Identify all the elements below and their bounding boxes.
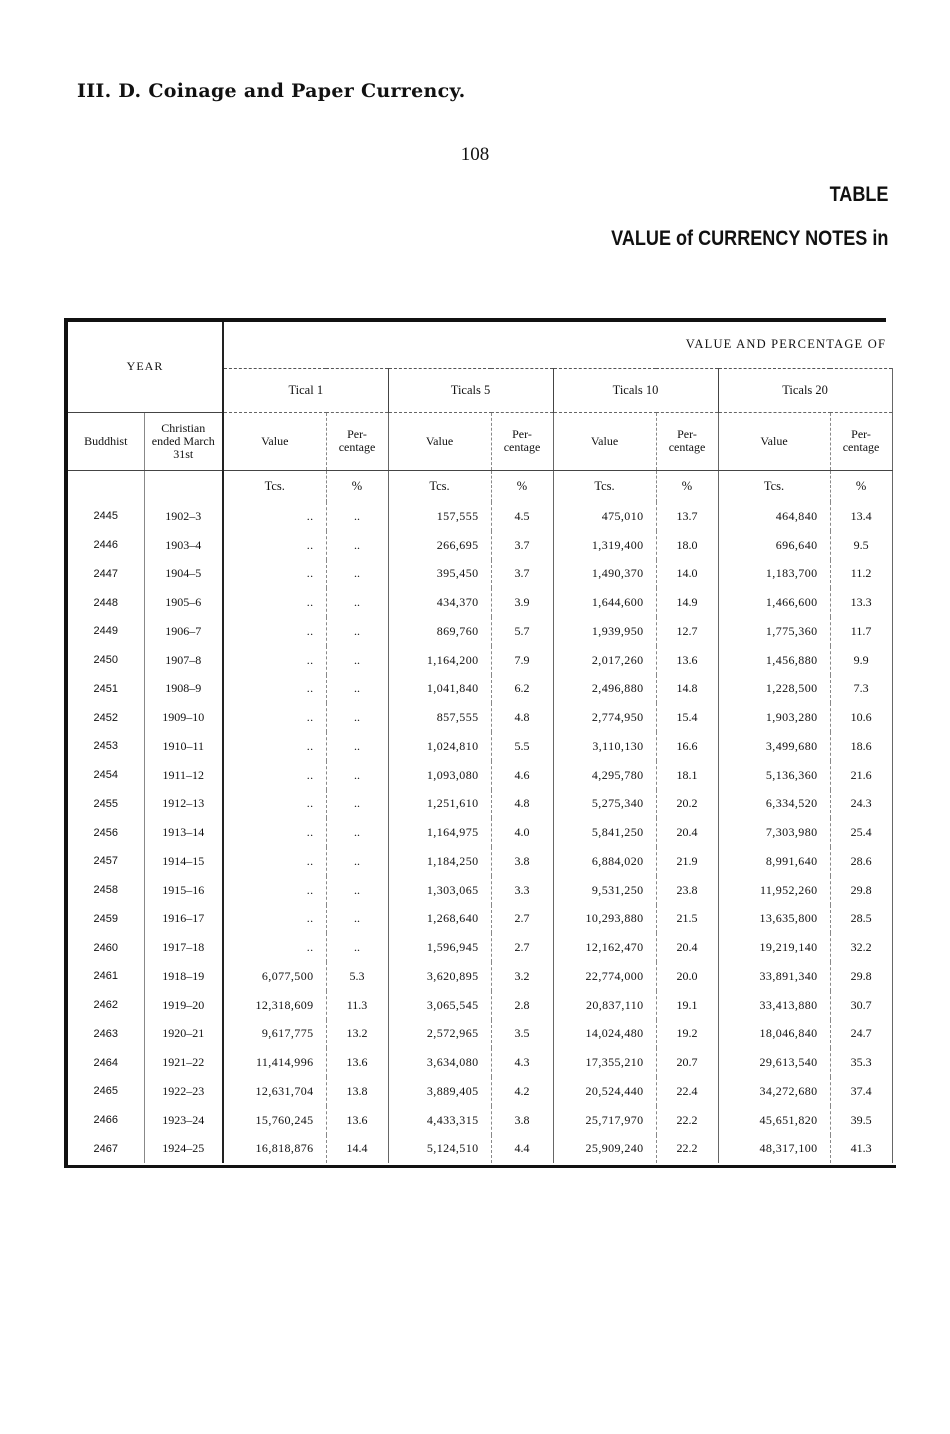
christian-year-cell: 1918–19 xyxy=(144,962,223,991)
table-row xyxy=(68,790,892,819)
group-title-header: VALUE AND PERCENTAGE OF xyxy=(223,322,892,368)
tical-1-percentage-cell: .. xyxy=(326,675,388,704)
ticals-10-percentage-cell: 14.9 xyxy=(656,588,718,617)
percentage-unit: % xyxy=(491,470,553,502)
percentage-header xyxy=(491,412,553,470)
ticals-20-percentage-cell: 41.3 xyxy=(830,1135,892,1164)
ticals-10-percentage-cell: 20.7 xyxy=(656,1048,718,1077)
ticals-20-percentage-cell: 32.2 xyxy=(830,933,892,962)
christian-year-cell: 1909–10 xyxy=(144,703,223,732)
tical-1-percentage-cell: .. xyxy=(326,818,388,847)
ticals-10-value-cell: 12,162,470 xyxy=(553,933,656,962)
christian-year-cell: 1903–4 xyxy=(144,531,223,560)
section-heading: III. D. Coinage and Paper Currency. xyxy=(77,80,466,102)
ticals-20-percentage-cell: 35.3 xyxy=(830,1048,892,1077)
ticals-5-value-cell: 1,184,250 xyxy=(388,847,491,876)
ticals-20-value-cell: 29,613,540 xyxy=(718,1048,830,1077)
christian-year-cell: 1917–18 xyxy=(144,933,223,962)
buddhist-year-cell: 2466 xyxy=(93,1114,118,1127)
value-header: Value xyxy=(223,412,326,470)
buddhist-year-cell: 2454 xyxy=(93,769,118,782)
ticals-20-value-cell: 33,413,880 xyxy=(718,991,830,1020)
tical-1-percentage-cell: 13.8 xyxy=(326,1077,388,1106)
ticals-20-percentage-cell: 29.8 xyxy=(830,962,892,991)
tical-1-percentage-cell: 11.3 xyxy=(326,991,388,1020)
ticals-5-percentage-cell: 2.7 xyxy=(491,933,553,962)
ticals-20-percentage-cell: 39.5 xyxy=(830,1106,892,1135)
buddhist-year-cell: 2464 xyxy=(93,1056,118,1069)
buddhist-year-cell: 2446 xyxy=(93,539,118,552)
table-label: TABLE xyxy=(829,183,888,206)
tical-1-value-cell: .. xyxy=(223,646,326,675)
ticals-10-value-cell: 14,024,480 xyxy=(553,1020,656,1049)
tical-1-percentage-cell: .. xyxy=(326,761,388,790)
percentage-label: Per-centage xyxy=(668,427,706,454)
table-row xyxy=(68,962,892,991)
ticals-20-value-cell: 48,317,100 xyxy=(718,1135,830,1164)
table-row xyxy=(68,933,892,962)
ticals-5-value-cell: 3,634,080 xyxy=(388,1048,491,1077)
ticals-10-value-cell: 6,884,020 xyxy=(553,847,656,876)
ticals-20-value-cell: 5,136,360 xyxy=(718,761,830,790)
buddhist-year-cell: 2450 xyxy=(93,654,118,667)
christian-year-cell: 1913–14 xyxy=(144,818,223,847)
ticals-5-value-cell: 157,555 xyxy=(388,502,491,531)
ticals-5-percentage-cell: 6.2 xyxy=(491,675,553,704)
tical-1-percentage-cell: .. xyxy=(326,703,388,732)
table-body xyxy=(68,502,892,1163)
percentage-header xyxy=(326,412,388,470)
buddhist-year-cell: 2451 xyxy=(93,682,118,695)
denomination-header-1: Tical 1 xyxy=(223,368,388,412)
ticals-20-value-cell: 464,840 xyxy=(718,502,830,531)
ticals-10-value-cell: 25,909,240 xyxy=(553,1135,656,1164)
denomination-header-20: Ticals 20 xyxy=(718,368,892,412)
ticals-10-percentage-cell: 18.1 xyxy=(656,761,718,790)
denomination-header-10: Ticals 10 xyxy=(553,368,718,412)
christian-year-cell: 1916–17 xyxy=(144,905,223,934)
ticals-20-percentage-cell: 37.4 xyxy=(830,1077,892,1106)
ticals-10-percentage-cell: 13.7 xyxy=(656,502,718,531)
ticals-5-percentage-cell: 4.3 xyxy=(491,1048,553,1077)
tical-1-value-cell: 11,414,996 xyxy=(223,1048,326,1077)
christian-year-cell: 1911–12 xyxy=(144,761,223,790)
value-header: Value xyxy=(718,412,830,470)
table-row xyxy=(68,818,892,847)
ticals-10-value-cell: 9,531,250 xyxy=(553,876,656,905)
ticals-10-percentage-cell: 20.4 xyxy=(656,818,718,847)
ticals-10-percentage-cell: 20.4 xyxy=(656,933,718,962)
tical-1-percentage-cell: .. xyxy=(326,531,388,560)
christian-year-cell: 1908–9 xyxy=(144,675,223,704)
ticals-5-value-cell: 3,065,545 xyxy=(388,991,491,1020)
table-row xyxy=(68,1135,892,1164)
christian-year-cell: 1924–25 xyxy=(144,1135,223,1164)
ticals-5-percentage-cell: 2.7 xyxy=(491,905,553,934)
ticals-5-value-cell: 395,450 xyxy=(388,560,491,589)
ticals-10-percentage-cell: 19.2 xyxy=(656,1020,718,1049)
ticals-10-value-cell: 1,490,370 xyxy=(553,560,656,589)
ticals-20-value-cell: 696,640 xyxy=(718,531,830,560)
ticals-5-percentage-cell: 3.9 xyxy=(491,588,553,617)
tical-1-percentage-cell: .. xyxy=(326,560,388,589)
ticals-10-value-cell: 1,939,950 xyxy=(553,617,656,646)
christian-year-cell: 1906–7 xyxy=(144,617,223,646)
ticals-20-value-cell: 1,456,880 xyxy=(718,646,830,675)
ticals-10-percentage-cell: 20.0 xyxy=(656,962,718,991)
tical-1-value-cell: 9,617,775 xyxy=(223,1020,326,1049)
ticals-20-percentage-cell: 9.9 xyxy=(830,646,892,675)
tical-1-percentage-cell: 14.4 xyxy=(326,1135,388,1164)
ticals-5-percentage-cell: 3.2 xyxy=(491,962,553,991)
ticals-20-value-cell: 13,635,800 xyxy=(718,905,830,934)
value-unit: Tcs. xyxy=(718,470,830,502)
table-row xyxy=(68,675,892,704)
buddhist-year-cell: 2463 xyxy=(93,1027,118,1040)
ticals-10-value-cell: 25,717,970 xyxy=(553,1106,656,1135)
ticals-5-percentage-cell: 2.8 xyxy=(491,991,553,1020)
christian-year-cell: 1910–11 xyxy=(144,732,223,761)
ticals-20-percentage-cell: 11.7 xyxy=(830,617,892,646)
tical-1-value-cell: .. xyxy=(223,588,326,617)
ticals-20-percentage-cell: 28.6 xyxy=(830,847,892,876)
tical-1-percentage-cell: .. xyxy=(326,790,388,819)
ticals-20-value-cell: 1,466,600 xyxy=(718,588,830,617)
tical-1-value-cell: .. xyxy=(223,531,326,560)
ticals-5-value-cell: 1,303,065 xyxy=(388,876,491,905)
ticals-20-percentage-cell: 18.6 xyxy=(830,732,892,761)
buddhist-year-cell: 2458 xyxy=(93,884,118,897)
ticals-5-percentage-cell: 4.5 xyxy=(491,502,553,531)
table-row xyxy=(68,1077,892,1106)
tical-1-value-cell: .. xyxy=(223,905,326,934)
ticals-5-percentage-cell: 4.4 xyxy=(491,1135,553,1164)
ticals-10-value-cell: 20,837,110 xyxy=(553,991,656,1020)
table-row xyxy=(68,732,892,761)
table-row xyxy=(68,876,892,905)
ticals-5-value-cell: 1,041,840 xyxy=(388,675,491,704)
buddhist-year-cell: 2460 xyxy=(93,941,118,954)
ticals-10-percentage-cell: 14.0 xyxy=(656,560,718,589)
tical-1-value-cell: .. xyxy=(223,790,326,819)
tical-1-percentage-cell: 13.6 xyxy=(326,1048,388,1077)
tical-1-value-cell: .. xyxy=(223,933,326,962)
ticals-10-value-cell: 20,524,440 xyxy=(553,1077,656,1106)
ticals-5-value-cell: 1,164,975 xyxy=(388,818,491,847)
tical-1-value-cell: 6,077,500 xyxy=(223,962,326,991)
ticals-10-percentage-cell: 21.9 xyxy=(656,847,718,876)
table-row xyxy=(68,1048,892,1077)
ticals-20-value-cell: 11,952,260 xyxy=(718,876,830,905)
tical-1-percentage-cell: 13.2 xyxy=(326,1020,388,1049)
ticals-10-percentage-cell: 19.1 xyxy=(656,991,718,1020)
ticals-5-value-cell: 434,370 xyxy=(388,588,491,617)
year-header: YEAR xyxy=(68,322,223,412)
buddhist-year-cell: 2465 xyxy=(93,1085,118,1098)
ticals-10-percentage-cell: 22.2 xyxy=(656,1135,718,1164)
ticals-5-value-cell: 4,433,315 xyxy=(388,1106,491,1135)
ticals-10-percentage-cell: 22.2 xyxy=(656,1106,718,1135)
table-row xyxy=(68,646,892,675)
value-header: Value xyxy=(388,412,491,470)
table-row xyxy=(68,560,892,589)
tical-1-value-cell: .. xyxy=(223,818,326,847)
ticals-20-value-cell: 18,046,840 xyxy=(718,1020,830,1049)
buddhist-year-cell: 2453 xyxy=(93,740,118,753)
ticals-10-percentage-cell: 15.4 xyxy=(656,703,718,732)
ticals-5-percentage-cell: 4.2 xyxy=(491,1077,553,1106)
ticals-20-percentage-cell: 11.2 xyxy=(830,560,892,589)
tical-1-value-cell: .. xyxy=(223,876,326,905)
ticals-20-value-cell: 45,651,820 xyxy=(718,1106,830,1135)
christian-year-cell: 1914–15 xyxy=(144,847,223,876)
ticals-10-percentage-cell: 22.4 xyxy=(656,1077,718,1106)
buddhist-year-cell: 2448 xyxy=(93,596,118,609)
tical-1-percentage-cell: .. xyxy=(326,876,388,905)
christian-year-cell: 1920–21 xyxy=(144,1020,223,1049)
table-row xyxy=(68,847,892,876)
ticals-5-percentage-cell: 5.7 xyxy=(491,617,553,646)
ticals-10-value-cell: 1,644,600 xyxy=(553,588,656,617)
ticals-10-percentage-cell: 20.2 xyxy=(656,790,718,819)
ticals-5-percentage-cell: 3.7 xyxy=(491,560,553,589)
value-unit: Tcs. xyxy=(553,470,656,502)
ticals-20-percentage-cell: 25.4 xyxy=(830,818,892,847)
ticals-5-value-cell: 1,164,200 xyxy=(388,646,491,675)
christian-year-cell: 1921–22 xyxy=(144,1048,223,1077)
table-row xyxy=(68,761,892,790)
percentage-label: Per-centage xyxy=(842,427,880,454)
ticals-20-percentage-cell: 7.3 xyxy=(830,675,892,704)
tical-1-value-cell: .. xyxy=(223,847,326,876)
ticals-5-percentage-cell: 3.8 xyxy=(491,1106,553,1135)
tical-1-percentage-cell: .. xyxy=(326,646,388,675)
christian-year-cell: 1923–24 xyxy=(144,1106,223,1135)
tical-1-percentage-cell: .. xyxy=(326,847,388,876)
ticals-5-percentage-cell: 3.3 xyxy=(491,876,553,905)
ticals-20-value-cell: 34,272,680 xyxy=(718,1077,830,1106)
value-unit: Tcs. xyxy=(388,470,491,502)
table-row xyxy=(68,502,892,531)
buddhist-year-cell: 2456 xyxy=(93,826,118,839)
ticals-20-value-cell: 7,303,980 xyxy=(718,818,830,847)
tical-1-value-cell: .. xyxy=(223,703,326,732)
ticals-20-value-cell: 1,228,500 xyxy=(718,675,830,704)
tical-1-value-cell: .. xyxy=(223,761,326,790)
table-row xyxy=(68,1020,892,1049)
ticals-5-value-cell: 869,760 xyxy=(388,617,491,646)
buddhist-year-cell: 2452 xyxy=(93,711,118,724)
christian-year-cell: 1922–23 xyxy=(144,1077,223,1106)
units-spacer xyxy=(68,470,144,502)
ticals-10-percentage-cell: 18.0 xyxy=(656,531,718,560)
ticals-20-value-cell: 19,219,140 xyxy=(718,933,830,962)
tical-1-percentage-cell: .. xyxy=(326,905,388,934)
percentage-unit: % xyxy=(326,470,388,502)
percentage-unit: % xyxy=(656,470,718,502)
ticals-5-percentage-cell: 3.5 xyxy=(491,1020,553,1049)
ticals-5-percentage-cell: 4.0 xyxy=(491,818,553,847)
ticals-5-percentage-cell: 4.6 xyxy=(491,761,553,790)
ticals-20-value-cell: 1,775,360 xyxy=(718,617,830,646)
ticals-5-percentage-cell: 3.8 xyxy=(491,847,553,876)
ticals-10-percentage-cell: 14.8 xyxy=(656,675,718,704)
tical-1-value-cell: .. xyxy=(223,675,326,704)
ticals-10-value-cell: 3,110,130 xyxy=(553,732,656,761)
ticals-20-value-cell: 3,499,680 xyxy=(718,732,830,761)
tical-1-value-cell: 12,318,609 xyxy=(223,991,326,1020)
tical-1-value-cell: .. xyxy=(223,617,326,646)
ticals-10-value-cell: 5,841,250 xyxy=(553,818,656,847)
table-row xyxy=(68,588,892,617)
ticals-20-percentage-cell: 9.5 xyxy=(830,531,892,560)
ticals-5-value-cell: 266,695 xyxy=(388,531,491,560)
ticals-10-value-cell: 2,017,260 xyxy=(553,646,656,675)
tical-1-percentage-cell: 13.6 xyxy=(326,1106,388,1135)
ticals-10-percentage-cell: 12.7 xyxy=(656,617,718,646)
tical-1-percentage-cell: .. xyxy=(326,617,388,646)
christian-year-cell: 1904–5 xyxy=(144,560,223,589)
units-spacer xyxy=(144,470,223,502)
ticals-20-percentage-cell: 13.3 xyxy=(830,588,892,617)
ticals-10-value-cell: 22,774,000 xyxy=(553,962,656,991)
ticals-20-percentage-cell: 29.8 xyxy=(830,876,892,905)
ticals-10-value-cell: 5,275,340 xyxy=(553,790,656,819)
buddhist-year-cell: 2445 xyxy=(93,510,118,523)
table-row xyxy=(68,905,892,934)
value-unit: Tcs. xyxy=(223,470,326,502)
buddhist-year-cell: 2461 xyxy=(93,970,118,983)
ticals-10-value-cell: 1,319,400 xyxy=(553,531,656,560)
table-row xyxy=(68,617,892,646)
ticals-20-value-cell: 1,183,700 xyxy=(718,560,830,589)
table-bottom-rule xyxy=(68,1165,896,1168)
ticals-5-percentage-cell: 4.8 xyxy=(491,790,553,819)
ticals-20-percentage-cell: 13.4 xyxy=(830,502,892,531)
buddhist-year-cell: 2447 xyxy=(93,567,118,580)
ticals-5-value-cell: 3,620,895 xyxy=(388,962,491,991)
christian-year-cell: 1905–6 xyxy=(144,588,223,617)
tical-1-percentage-cell: .. xyxy=(326,933,388,962)
ticals-5-value-cell: 5,124,510 xyxy=(388,1135,491,1164)
tical-1-percentage-cell: .. xyxy=(326,732,388,761)
percentage-label: Per-centage xyxy=(338,427,376,454)
ticals-20-percentage-cell: 24.7 xyxy=(830,1020,892,1049)
tical-1-value-cell: .. xyxy=(223,560,326,589)
percentage-label: Per-centage xyxy=(503,427,541,454)
ticals-10-value-cell: 10,293,880 xyxy=(553,905,656,934)
buddhist-year-cell: 2459 xyxy=(93,912,118,925)
tical-1-value-cell: .. xyxy=(223,502,326,531)
tical-1-value-cell: 16,818,876 xyxy=(223,1135,326,1164)
christian-year-cell: 1902–3 xyxy=(144,502,223,531)
ticals-10-value-cell: 17,355,210 xyxy=(553,1048,656,1077)
percentage-header xyxy=(656,412,718,470)
table-row xyxy=(68,703,892,732)
ticals-5-value-cell: 1,268,640 xyxy=(388,905,491,934)
christian-year-cell: 1912–13 xyxy=(144,790,223,819)
tical-1-percentage-cell: .. xyxy=(326,502,388,531)
ticals-5-percentage-cell: 4.8 xyxy=(491,703,553,732)
tical-1-value-cell: .. xyxy=(223,732,326,761)
currency-notes-table xyxy=(68,322,893,1163)
tical-1-value-cell: 15,760,245 xyxy=(223,1106,326,1135)
ticals-10-value-cell: 2,774,950 xyxy=(553,703,656,732)
christian-year-label: Christian ended March 31st xyxy=(151,420,215,461)
value-header: Value xyxy=(553,412,656,470)
tical-1-percentage-cell: 5.3 xyxy=(326,962,388,991)
table-row xyxy=(68,1106,892,1135)
ticals-20-percentage-cell: 30.7 xyxy=(830,991,892,1020)
buddhist-year-cell: 2462 xyxy=(93,999,118,1012)
ticals-5-value-cell: 1,024,810 xyxy=(388,732,491,761)
ticals-5-percentage-cell: 7.9 xyxy=(491,646,553,675)
buddhist-year-cell: 2449 xyxy=(93,625,118,638)
ticals-5-value-cell: 2,572,965 xyxy=(388,1020,491,1049)
page-number: 108 xyxy=(460,144,490,165)
ticals-20-percentage-cell: 28.5 xyxy=(830,905,892,934)
table-title: VALUE of CURRENCY NOTES in xyxy=(610,227,888,250)
buddhist-year-cell: 2457 xyxy=(93,855,118,868)
ticals-5-value-cell: 1,596,945 xyxy=(388,933,491,962)
ticals-5-value-cell: 1,251,610 xyxy=(388,790,491,819)
christian-year-cell: 1919–20 xyxy=(144,991,223,1020)
ticals-10-percentage-cell: 21.5 xyxy=(656,905,718,934)
ticals-20-value-cell: 8,991,640 xyxy=(718,847,830,876)
tical-1-value-cell: 12,631,704 xyxy=(223,1077,326,1106)
denomination-header-5: Ticals 5 xyxy=(388,368,553,412)
buddhist-year-cell: 2455 xyxy=(93,797,118,810)
ticals-5-value-cell: 857,555 xyxy=(388,703,491,732)
ticals-10-percentage-cell: 13.6 xyxy=(656,646,718,675)
table-row xyxy=(68,531,892,560)
ticals-5-percentage-cell: 5.5 xyxy=(491,732,553,761)
buddhist-year-header: Buddhist xyxy=(68,412,144,470)
ticals-10-value-cell: 2,496,880 xyxy=(553,675,656,704)
christian-year-cell: 1907–8 xyxy=(144,646,223,675)
ticals-20-value-cell: 6,334,520 xyxy=(718,790,830,819)
tical-1-percentage-cell: .. xyxy=(326,588,388,617)
ticals-5-value-cell: 1,093,080 xyxy=(388,761,491,790)
ticals-10-percentage-cell: 23.8 xyxy=(656,876,718,905)
percentage-header xyxy=(830,412,892,470)
christian-year-cell: 1915–16 xyxy=(144,876,223,905)
ticals-20-percentage-cell: 24.3 xyxy=(830,790,892,819)
percentage-unit: % xyxy=(830,470,892,502)
ticals-5-value-cell: 3,889,405 xyxy=(388,1077,491,1106)
table-row xyxy=(68,991,892,1020)
currency-table-container xyxy=(68,322,892,1163)
ticals-10-percentage-cell: 16.6 xyxy=(656,732,718,761)
ticals-5-percentage-cell: 3.7 xyxy=(491,531,553,560)
buddhist-year-cell: 2467 xyxy=(93,1142,118,1155)
ticals-20-value-cell: 33,891,340 xyxy=(718,962,830,991)
ticals-20-percentage-cell: 21.6 xyxy=(830,761,892,790)
ticals-10-value-cell: 4,295,780 xyxy=(553,761,656,790)
ticals-20-value-cell: 1,903,280 xyxy=(718,703,830,732)
ticals-10-value-cell: 475,010 xyxy=(553,502,656,531)
ticals-20-percentage-cell: 10.6 xyxy=(830,703,892,732)
christian-year-header xyxy=(144,412,223,470)
